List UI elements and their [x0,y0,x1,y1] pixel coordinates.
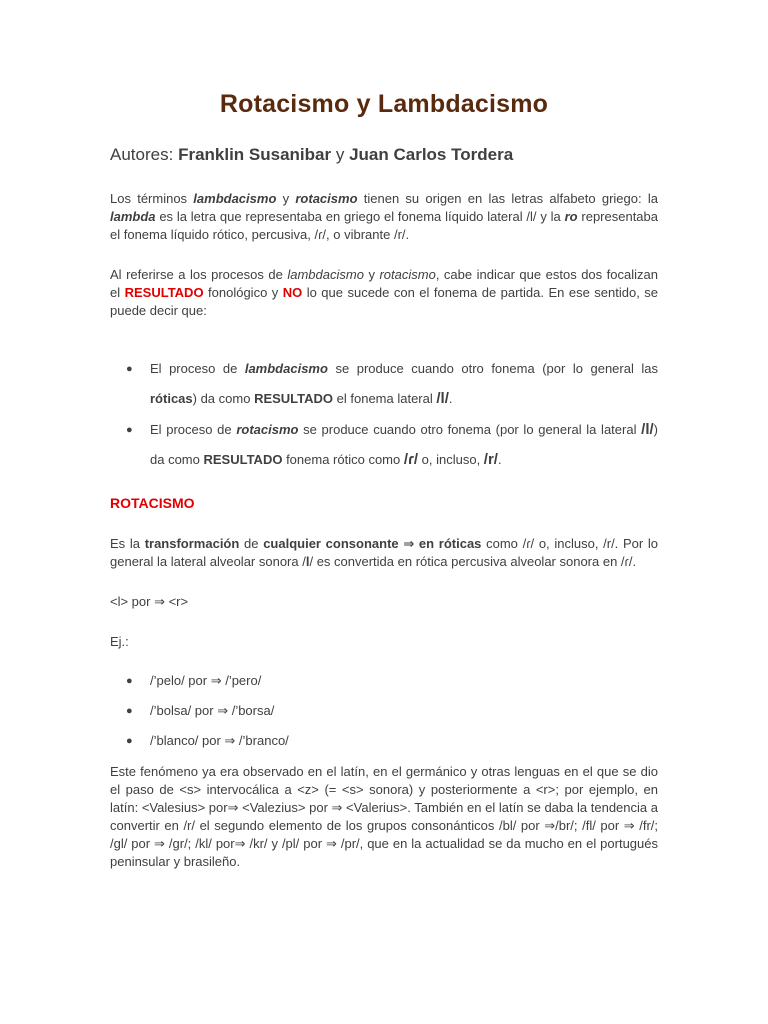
list-item-rotacismo [126,415,659,475]
text-run: , cabe indicar que estos dos focalizan el [110,267,658,300]
examples-label: Ej.: [110,634,129,649]
example-item [126,701,658,721]
text-run: el fonema lateral [333,391,437,406]
text-run: El proceso de [150,361,245,376]
text-run: se produce cuando otro fonema (por lo general la lateral [298,422,642,437]
bold-term: transformación [144,536,240,551]
author-2: Juan Carlos Tordera [349,145,514,164]
text-run: se produce cuando otro fonema (por lo general las [327,361,658,376]
text-run: fonema rótico como [282,452,404,467]
text-run: representaba el fonema líquido rótico, percusiva, /ɾ/, o vibrante /r/. [110,209,658,242]
text-run: ) da como [150,422,659,467]
highlight-no: NO [282,285,303,300]
bullet-icon: ● [126,424,133,436]
example-text: /’blanco/ por ⇒ /’branco/ [150,733,289,748]
list-item-lambdacismo [126,354,658,414]
example-item [126,671,658,691]
emphasis-term: lambdacismo [287,267,364,282]
text-run: ) da como [192,391,255,406]
authors-line [110,144,658,166]
text-run: lo que sucede con el fonema de partida. En ese sentido, se puede decir que: [110,285,659,318]
bullet-icon: ● [126,735,133,747]
authors-colon: : [168,145,174,164]
phoneme: /l/ [641,421,654,438]
example-text: /’bolsa/ por ⇒ /’borsa/ [150,703,275,718]
examples-list [110,671,658,751]
text-run: como /ɾ/ o, incluso, /r/. Por lo general la lateral alveolar sonora / [110,536,659,569]
authors-and: y [335,145,345,164]
emphasis-term: lambdacismo [244,361,328,376]
emphasis-term: rotacismo [379,267,436,282]
text-run: Es la [110,536,145,551]
history-paragraph: Este fenómeno ya era observado en el latín, en el germánico y otras lenguas en el que se dio el paso de <s> intervocálica a <z> (= <s> sonora) y posteriormente a <r>; por ejemplo, en latín: <Valesius> por⇒ <Valezius> por ⇒ <Valerius>. También en el latín se daba la tendencia a convertir en /r/ el segundo elemento de los grupos consonánticos /bl/ por ⇒/br/; /fl/ por ⇒ /fr/; /gl/ por ⇒ /gr/; /kl/ por⇒ /kr/ y /pl/ por ⇒ /pr/, que en la actualidad se da mucho en el portugués peninsular y brasileño. [110,764,658,869]
section-heading: ROTACISMO [110,495,195,511]
text-run: y [276,191,296,206]
text-run: / es convertida en rótica percusiva alveolar sonora en /ɾ/. [309,554,637,569]
authors-label: Autores [110,145,169,164]
rule-line: <l> por ⇒ <r> [110,594,189,609]
definition-list [110,354,658,475]
document-title: Rotacismo y Lambdacismo [219,90,549,118]
phoneme: /ɾ/ [403,451,419,468]
text-run: es la letra que representaba en griego el fonema líquido lateral /l/ y la [155,209,565,224]
bold-term: l [305,554,310,569]
bullet-icon: ● [126,363,133,375]
definition-paragraph [110,535,658,571]
bold-term: cualquier consonante ⇒ en róticas [263,536,482,551]
emphasis-term: lambda [110,209,156,224]
text-run: . [497,452,502,467]
text-run: Los términos [110,191,194,206]
bullet-icon: ● [126,675,133,687]
phoneme: /l/ [436,390,449,407]
emphasis-term: lambdacismo [193,191,277,206]
bold-term: RESULTADO [203,452,283,467]
highlight-resultado: RESULTADO [124,285,204,300]
example-text: /’pelo/ por ⇒ /’pero/ [150,673,262,688]
text-run: y [363,267,380,282]
text-run: o, incluso, [418,452,484,467]
intro-paragraph [110,190,658,244]
emphasis-term: rotacismo [295,191,358,206]
text-run: de [239,536,264,551]
focus-paragraph [110,266,658,320]
bold-term: RESULTADO [254,391,334,406]
phoneme: /r/ [483,451,498,468]
emphasis-term: ro [564,209,578,224]
text-run: tienen su origen en las letras alfabeto griego: la [357,191,658,206]
bold-term: róticas [150,391,193,406]
emphasis-term: rotacismo [236,422,299,437]
text-run: El proceso de [150,422,237,437]
text-run: Al referirse a los procesos de [110,267,288,282]
text-run: . [448,391,453,406]
author-1: Franklin Susanibar [178,145,332,164]
text-run: fonológico y [203,285,283,300]
example-item [126,731,658,751]
bullet-icon: ● [126,705,133,717]
